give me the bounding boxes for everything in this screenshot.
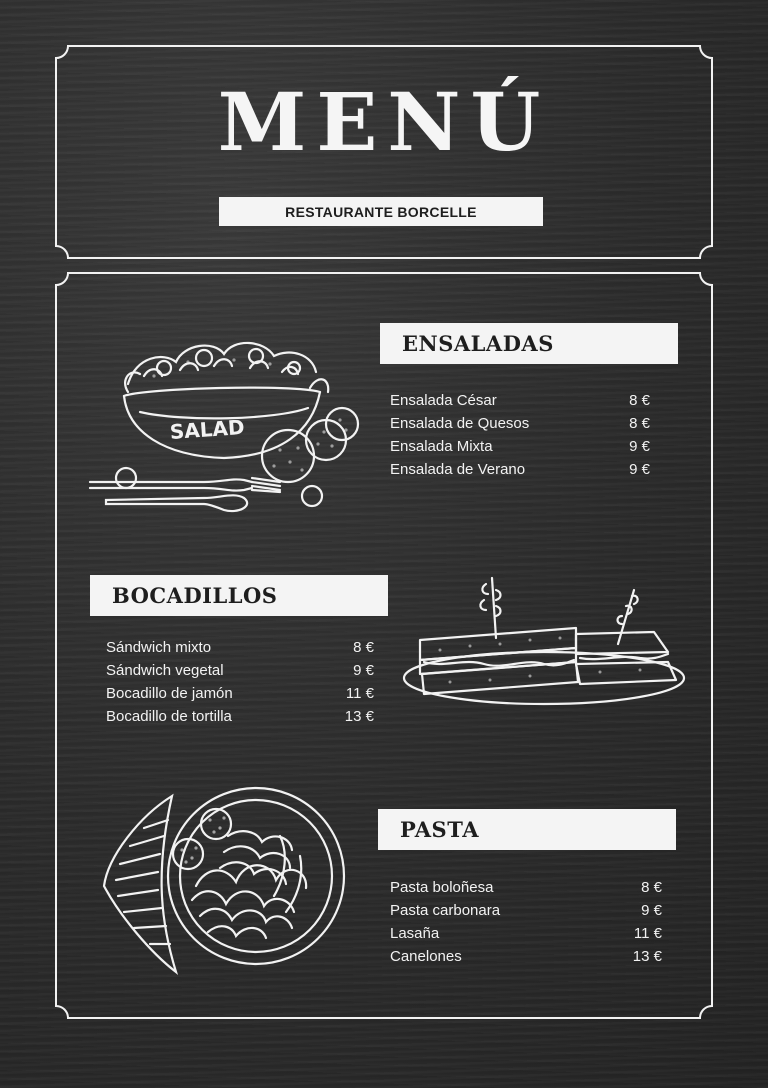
- sandwich-illustration: [400, 566, 690, 718]
- list-item: [106, 659, 374, 682]
- list-item: [390, 945, 662, 968]
- item-price: 9 €: [629, 438, 650, 455]
- menu-title: MENÚ: [217, 75, 551, 169]
- item-price: 13 €: [344, 708, 374, 725]
- list-item: [390, 435, 650, 458]
- item-name: Sándwich vegetal: [106, 662, 224, 679]
- salad-bowl-label: SALAD: [169, 414, 246, 445]
- item-name: Pasta boloñesa: [390, 879, 494, 896]
- item-name: Sándwich mixto: [106, 639, 212, 656]
- bocadillos-list: [106, 636, 374, 728]
- item-price: 11 €: [345, 685, 374, 702]
- pasta-plate-illustration: [100, 776, 350, 976]
- restaurant-name-banner: [219, 197, 543, 226]
- list-item: [390, 458, 650, 481]
- item-name: Bocadillo de tortilla: [106, 708, 232, 725]
- item-name: Canelones: [390, 948, 462, 965]
- item-name: Bocadillo de jamón: [106, 685, 233, 702]
- item-price: 9 €: [641, 902, 662, 919]
- item-price: 9 €: [629, 461, 650, 478]
- list-item: [390, 899, 662, 922]
- section-title-bocadillos: [90, 575, 388, 616]
- list-item: [390, 876, 662, 899]
- salad-bowl-illustration: [84, 332, 368, 528]
- item-price: 13 €: [632, 948, 662, 965]
- section-title-ensaladas: [380, 323, 678, 364]
- pasta-list: [390, 876, 662, 968]
- list-item: [106, 636, 374, 659]
- restaurant-name: RESTAURANTE BORCELLE: [285, 203, 477, 220]
- item-name: Ensalada César: [390, 392, 497, 409]
- section-title-text: PASTA: [400, 817, 479, 842]
- item-price: 11 €: [633, 925, 662, 942]
- item-name: Ensalada de Verano: [390, 461, 526, 478]
- list-item: [390, 412, 650, 435]
- item-price: 8 €: [629, 392, 650, 409]
- ensaladas-list: [390, 389, 650, 481]
- list-item: [106, 682, 374, 705]
- item-price: 8 €: [641, 879, 662, 896]
- item-name: Lasaña: [390, 925, 440, 942]
- item-price: 8 €: [353, 639, 374, 656]
- section-title-text: ENSALADAS: [402, 331, 554, 356]
- item-price: 8 €: [629, 415, 650, 432]
- item-name: Ensalada Mixta: [390, 438, 493, 455]
- section-title-pasta: [378, 809, 676, 850]
- section-title-text: BOCADILLOS: [112, 583, 278, 608]
- item-name: Pasta carbonara: [390, 902, 501, 919]
- list-item: [390, 389, 650, 412]
- item-name: Ensalada de Quesos: [390, 415, 530, 432]
- list-item: [106, 705, 374, 728]
- item-price: 9 €: [353, 662, 374, 679]
- list-item: [390, 922, 662, 945]
